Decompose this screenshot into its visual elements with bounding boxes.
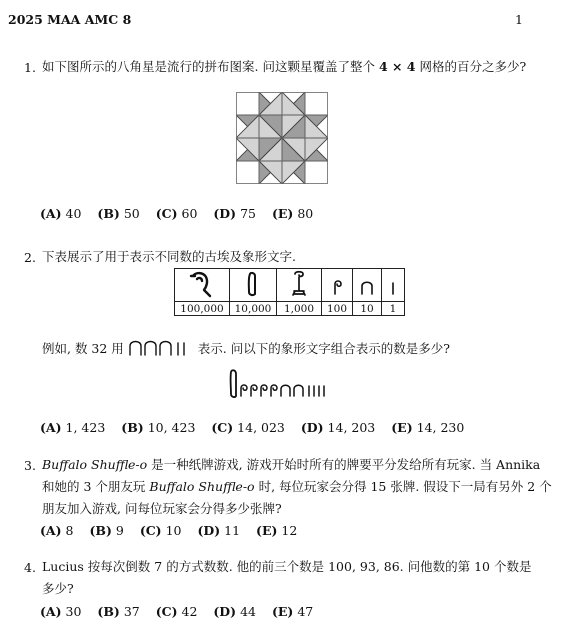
q2-choice-a[interactable]: (A) 1, 423	[40, 420, 106, 435]
q2-example	[42, 338, 450, 360]
q2-choice-c[interactable]: (C) 14, 023	[211, 420, 285, 435]
q3-choices	[40, 523, 309, 538]
page-number: 1	[515, 12, 523, 27]
q4-line-1: Lucius 按每次倒数 7 的方式数数. 他的前三个数是 100, 93, 86. 问他数的第 10 个数是	[42, 559, 532, 574]
grid-lines	[236, 92, 328, 184]
q3-choice-d[interactable]: (D) 11	[197, 523, 241, 538]
lotus-glyph-cell	[277, 269, 322, 302]
q3-text	[42, 454, 552, 520]
q1-grid-label: 4 × 4	[378, 59, 416, 74]
q4-choice-d[interactable]: (D) 44	[213, 604, 256, 619]
lotus-glyph-icon	[288, 270, 310, 298]
q1-choice-a[interactable]: (A) 40	[40, 206, 82, 221]
q4-choice-c[interactable]: (C) 42	[155, 604, 198, 619]
exam-title: 2025 MAA AMC 8	[8, 12, 132, 27]
hieroglyph-table	[174, 268, 405, 316]
q1-choices	[40, 206, 325, 221]
stroke-glyph-icon	[388, 270, 398, 298]
q1-text	[42, 56, 526, 78]
q2-choice-b[interactable]: (B) 10, 423	[121, 420, 196, 435]
q3-game-name: Buffalo Shuffle-o	[42, 457, 148, 472]
stroke-glyph-cell	[382, 269, 405, 302]
coil-glyph-cell	[322, 269, 353, 302]
heel-glyph-icon	[359, 270, 375, 298]
q1-star-figure	[236, 92, 328, 184]
q3-number: 3.	[24, 458, 36, 473]
q2-choice-e[interactable]: (E) 14, 230	[391, 420, 465, 435]
coil-glyph-icon	[329, 270, 345, 298]
q4-text	[42, 556, 542, 600]
q4-line-2: 多少?	[42, 581, 74, 596]
q1-choice-c[interactable]: (C) 60	[155, 206, 198, 221]
value-cell: 100,000	[175, 302, 230, 316]
q3-line-3: 朋友加入游戏, 问每位玩家会分得多少张牌?	[42, 501, 282, 516]
value-cell: 100	[322, 302, 353, 316]
heel-glyph-cell	[353, 269, 382, 302]
q4-choice-b[interactable]: (B) 37	[97, 604, 140, 619]
q1-number: 1.	[24, 60, 36, 75]
q2-number: 2.	[24, 250, 36, 265]
q3-choice-e[interactable]: (E) 12	[256, 523, 298, 538]
q1-choice-b[interactable]: (B) 50	[97, 206, 140, 221]
q2-choices	[40, 420, 476, 435]
q3-choice-b[interactable]: (B) 9	[89, 523, 124, 538]
q2-example-part-b: 表示. 问以下的象形文字组合表示的数是多少?	[197, 341, 450, 356]
q2-choice-d[interactable]: (D) 14, 203	[300, 420, 376, 435]
q4-choices	[40, 604, 325, 619]
q3-line-2: 和她的 3 个朋友玩 Buffalo Shuffle-o 时, 每位玩家会分得 15 张牌. 假设下一局有另外 2 个	[42, 479, 552, 494]
q3-game-name-2: Buffalo Shuffle-o	[149, 479, 255, 494]
q1-choice-d[interactable]: (D) 75	[213, 206, 256, 221]
q1-choice-e[interactable]: (E) 80	[271, 206, 314, 221]
q4-choice-e[interactable]: (E) 47	[271, 604, 314, 619]
finger-glyph-icon	[243, 270, 263, 298]
value-cell: 10,000	[230, 302, 277, 316]
tadpole-glyph-icon	[187, 270, 217, 298]
q1-text-part-b: 网格的百分之多少?	[419, 59, 527, 74]
value-cell: 1	[382, 302, 405, 316]
q4-choice-a[interactable]: (A) 30	[40, 604, 82, 619]
value-cell: 10	[353, 302, 382, 316]
q3-line-1: Buffalo Shuffle-o 是一种纸牌游戏, 游戏开始时所有的牌要平分发给所有玩家. 当 Annika	[42, 457, 541, 472]
q3-choice-c[interactable]: (C) 10	[139, 523, 182, 538]
q2-hieroglyph-combination-icon	[228, 368, 340, 400]
example-32-glyphs-icon	[128, 338, 194, 356]
finger-glyph-cell	[230, 269, 277, 302]
q2-text: 下表展示了用于表示不同数的古埃及象形文字.	[42, 249, 296, 264]
q2-example-part-a: 例如, 数 32 用	[42, 341, 124, 356]
q3-choice-a[interactable]: (A) 8	[40, 523, 74, 538]
q1-text-part-a: 如下图所示的八角星是流行的拼布图案. 问这颗星覆盖了整个	[42, 59, 375, 74]
q4-number: 4.	[24, 560, 36, 575]
value-cell: 1,000	[277, 302, 322, 316]
tadpole-glyph-cell	[175, 269, 230, 302]
